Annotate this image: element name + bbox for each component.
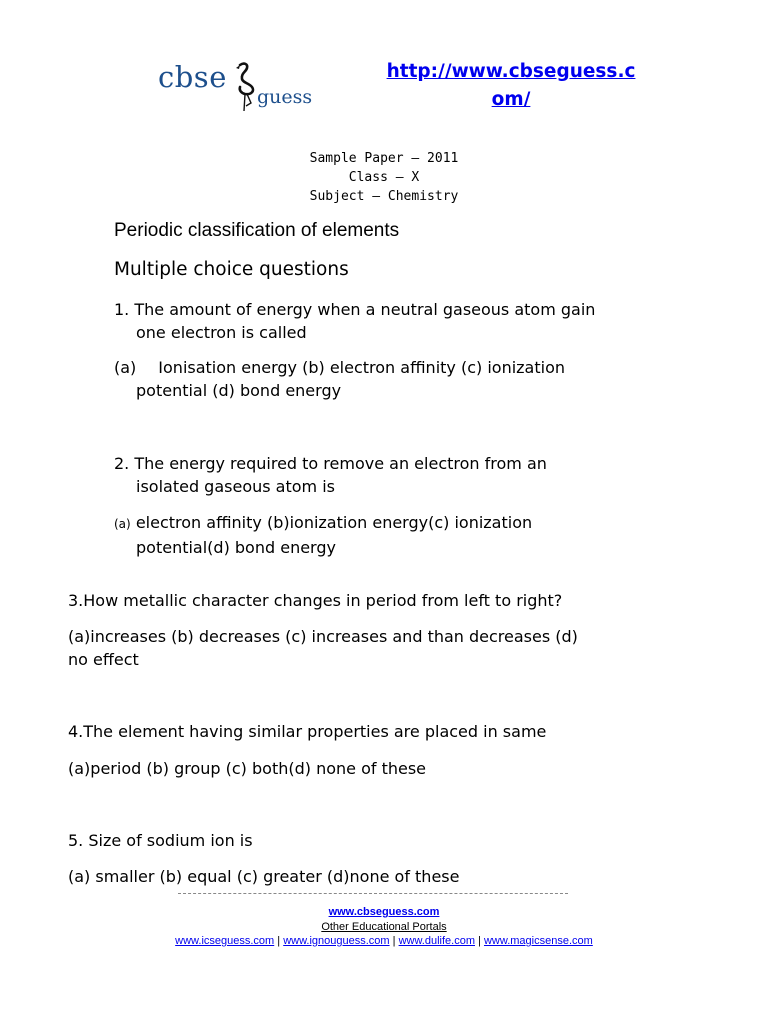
site-url-line1: http://www.cbseguess.c bbox=[386, 61, 636, 82]
footer-separator: | bbox=[392, 935, 396, 947]
question-2-options-line2: potential(d) bond energy bbox=[136, 538, 336, 557]
question-1-text bbox=[114, 298, 595, 344]
logo-text-guess: guess bbox=[257, 86, 313, 108]
paper-class: Class – X bbox=[348, 170, 420, 185]
site-url-line2: om/ bbox=[491, 89, 531, 110]
paper-heading bbox=[0, 149, 768, 206]
question-3-line1: 3.How metallic character changes in period from left to right? bbox=[68, 591, 563, 610]
paper-year: Sample Paper – 2011 bbox=[309, 151, 459, 166]
footer-separator: | bbox=[478, 935, 481, 947]
question-4-options-line1: (a)period (b) group (c) both(d) none of these bbox=[68, 759, 427, 778]
footer bbox=[0, 905, 768, 949]
question-4-line1: 4.The element having similar properties are placed in same bbox=[68, 722, 547, 741]
question-5-line1: 5. Size of sodium ion is bbox=[68, 831, 253, 850]
question-2-line2: isolated gaseous atom is bbox=[136, 477, 335, 496]
paper-subject: Subject – Chemistry bbox=[309, 189, 459, 204]
question-2-line1: 2. The energy required to remove an electron from an bbox=[114, 454, 547, 473]
topic-title: Periodic classification of elements bbox=[114, 220, 400, 241]
footer-separator: | bbox=[277, 935, 281, 947]
question-1-option-prefix: (a) bbox=[114, 358, 137, 377]
footer-portal-links bbox=[0, 934, 768, 949]
question-2-option-prefix: (a) bbox=[114, 517, 131, 531]
question-1-line1: 1. The amount of energy when a neutral gaseous atom gain bbox=[114, 300, 596, 319]
logo-text-cbse: cbse bbox=[158, 60, 227, 94]
footer-divider bbox=[178, 893, 568, 894]
cbseguess-logo bbox=[158, 60, 318, 116]
question-2-text bbox=[114, 452, 547, 498]
site-url-link[interactable] bbox=[370, 58, 652, 114]
footer-link-ignouguess[interactable]: www.ignouguess.com bbox=[283, 935, 390, 947]
question-1-options-line1: Ionisation energy (b) electron affinity (c) ionization bbox=[158, 358, 565, 377]
question-1-line2: one electron is called bbox=[136, 323, 307, 342]
footer-main-site-link[interactable]: www.cbseguess.com bbox=[328, 906, 440, 918]
question-5-options-line1: (a) smaller (b) equal (c) greater (d)none of these bbox=[68, 867, 460, 886]
flamingo-icon bbox=[231, 61, 257, 113]
footer-portals-label: Other Educational Portals bbox=[321, 920, 447, 933]
question-2-options-line1: electron affinity (b)ionization energy(c) ionization bbox=[135, 513, 533, 532]
question-3-options bbox=[68, 625, 578, 671]
question-3-options-line2: no effect bbox=[68, 650, 139, 669]
section-title: Multiple choice questions bbox=[114, 259, 349, 280]
footer-link-icseguess[interactable]: www.icseguess.com bbox=[175, 935, 275, 947]
question-1-options-line2: potential (d) bond energy bbox=[136, 381, 342, 400]
question-2-options bbox=[114, 511, 532, 559]
footer-link-dulife[interactable]: www.dulife.com bbox=[398, 935, 475, 947]
footer-link-magicsense[interactable]: www.magicsense.com bbox=[483, 935, 593, 947]
question-1-options bbox=[114, 356, 565, 402]
question-3-options-line1: (a)increases (b) decreases (c) increases and than decreases (d) bbox=[68, 627, 578, 646]
